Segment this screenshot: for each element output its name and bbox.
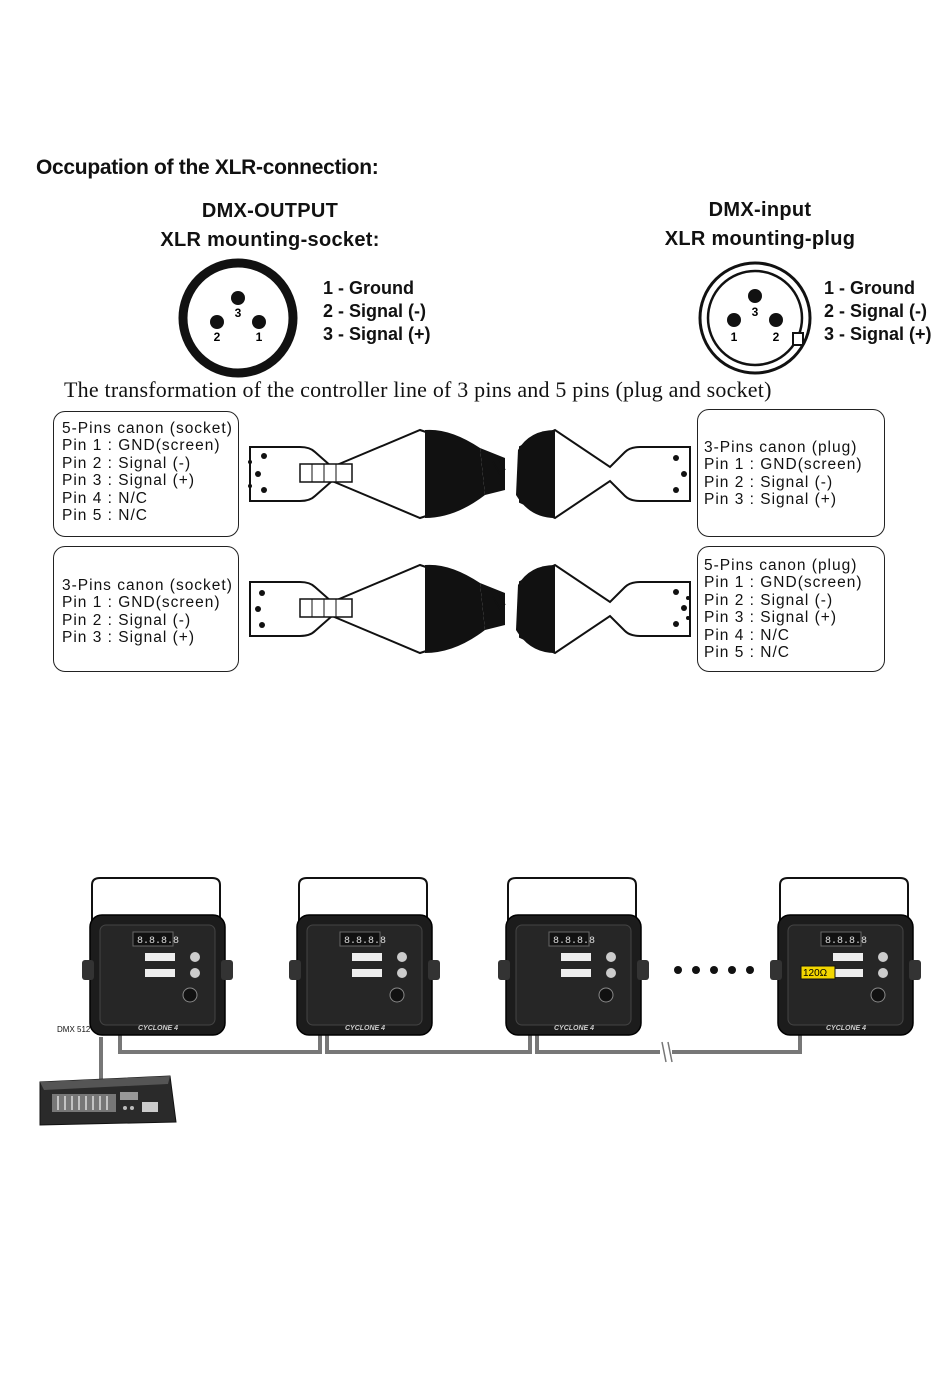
cable2-right-box — [697, 546, 885, 672]
fixture-name: CYCLONE 4 — [137, 1025, 179, 1032]
box-line: 5-Pins canon (socket) — [62, 420, 233, 437]
input-pin-3: 3 - Signal (+) — [824, 324, 932, 344]
box-line: Pin 2 : Signal (-) — [704, 473, 834, 491]
more-fixtures-ellipsis — [674, 966, 754, 974]
socket-pin-label-1: 1 — [255, 330, 263, 344]
dmx-512-label: DMX 512 — [57, 1025, 91, 1034]
box-line: 3-Pins canon (plug) — [704, 439, 858, 456]
box-line: Pin 2 : Signal (-) — [62, 454, 192, 472]
box-line: Pin 3 : Signal (+) — [704, 491, 838, 509]
socket-pin-label-2: 2 — [213, 330, 221, 344]
cable1-left-box — [53, 411, 239, 537]
fixture-icon — [770, 878, 921, 1035]
box-line: Pin 3 : Signal (+) — [704, 609, 838, 627]
dmx-output-title-line1: DMX-OUTPUT — [201, 200, 339, 222]
plug-pin-label-2: 2 — [772, 330, 780, 344]
terminator-label: 120Ω — [803, 968, 828, 979]
xlr-socket-icon — [183, 263, 293, 373]
input-pin-1: 1 - Ground — [824, 278, 915, 298]
box-line: Pin 5 : N/C — [62, 507, 148, 525]
box-line: Pin 3 : Signal (+) — [62, 472, 196, 490]
cable2-left-box — [53, 546, 239, 672]
box-line: Pin 1 : GND(screen) — [62, 594, 221, 612]
page-heading: Occupation of the XLR-connection: — [36, 156, 379, 179]
fixture-group — [82, 878, 921, 1035]
box-line: Pin 1 : GND(screen) — [704, 456, 863, 474]
box-line: Pin 2 : Signal (-) — [62, 611, 192, 629]
box-line: Pin 5 : N/C — [704, 644, 790, 662]
box-line: Pin 1 : GND(screen) — [62, 437, 221, 455]
fixture-icon — [82, 878, 233, 1035]
output-pin-3: 3 - Signal (+) — [323, 324, 431, 344]
output-pin-2: 2 - Signal (-) — [323, 301, 426, 321]
box-line: Pin 2 : Signal (-) — [704, 591, 834, 609]
box-line: 5-Pins canon (plug) — [704, 557, 858, 574]
fixture-name: CYCLONE 4 — [825, 1025, 867, 1032]
dmx-input-title-line1: DMX-input — [708, 199, 812, 221]
terminator-120-ohm — [801, 966, 835, 979]
box-line: Pin 4 : N/C — [704, 626, 790, 644]
input-pin-2: 2 - Signal (-) — [824, 301, 927, 321]
fixture-name: CYCLONE 4 — [344, 1025, 386, 1032]
socket-pin-label-3: 3 — [234, 306, 242, 320]
cable-break-icon — [660, 1042, 672, 1062]
cable-5pin-to-3pin — [248, 430, 690, 518]
fixture-name: CYCLONE 4 — [553, 1025, 595, 1032]
fixture-icon — [289, 878, 440, 1035]
plug-pin-label-3: 3 — [751, 305, 759, 319]
cable-3pin-to-5pin — [250, 565, 690, 653]
box-line: Pin 3 : Signal (+) — [62, 629, 196, 647]
fixture-display: 8.8.8.8 — [825, 936, 868, 947]
box-line: 3-Pins canon (socket) — [62, 577, 233, 594]
dmx-output-title-line2: XLR mounting-socket: — [160, 229, 380, 251]
output-pin-1: 1 - Ground — [323, 278, 414, 298]
dmx-controller-icon — [40, 1076, 176, 1125]
transformation-title: The transformation of the controller line of 3 pins and 5 pins (plug and socket) — [64, 377, 772, 402]
plug-pin-label-1: 1 — [730, 330, 738, 344]
fixture-display: 8.8.8.8 — [553, 936, 596, 947]
box-line: Pin 1 : GND(screen) — [704, 574, 863, 592]
fixture-display: 8.8.8.8 — [344, 936, 387, 947]
dmx-input-title-line2: XLR mounting-plug — [664, 228, 856, 250]
fixture-icon — [498, 878, 649, 1035]
fixture-display: 8.8.8.8 — [137, 936, 180, 947]
box-line: Pin 4 : N/C — [62, 489, 148, 507]
cable1-right-box — [697, 409, 885, 537]
xlr-plug-icon — [700, 263, 810, 373]
